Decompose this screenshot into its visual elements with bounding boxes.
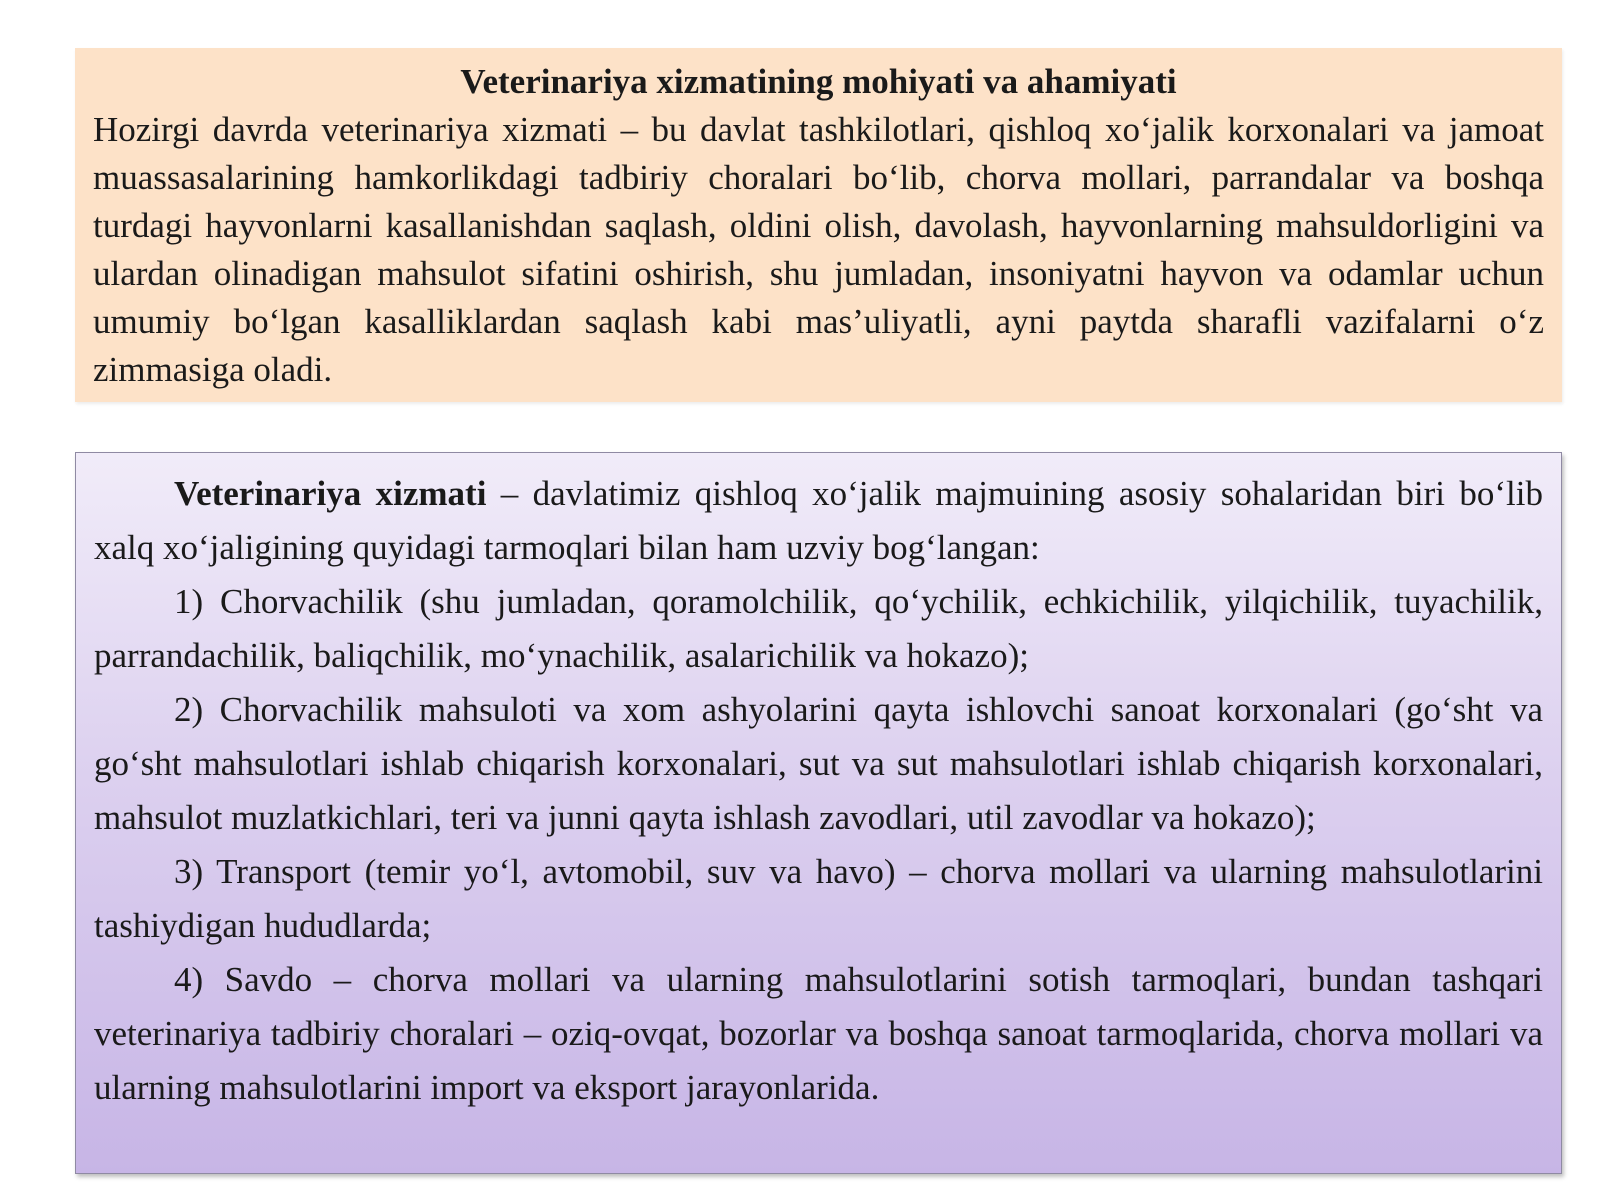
list-item: 4) Savdo – chorva mollari va ularning mahsulotlarini sotish tarmoqlari, bundan tashqari veterinariya tadbiriy choralari – oziq-ovqat, bozorlar va boshqa sanoat tarmoqlarida, chorva mollari va ularning mahsulotlarini import va eksport jarayonlarida. bbox=[94, 960, 1543, 1107]
intro-term: Veterinariya xizmati bbox=[174, 474, 487, 513]
list-item: 1) Chorvachilik (shu jumladan, qoramolchilik, qo‘ychilik, echkichilik, yilqichilik, tuyachilik, parrandachilik, baliqchilik, mo‘ynachilik, asalarichilik va hokazo); bbox=[94, 582, 1543, 675]
definition-box bbox=[75, 48, 1562, 402]
sectors-box bbox=[75, 452, 1562, 1174]
list-item: 2) Chorvachilik mahsuloti va xom ashyolarini qayta ishlovchi sanoat korxonalari (go‘sht va go‘sht mahsulotlari ishlab chiqarish korxonalari, sut va sut mahsulotlari ishlab chiqarish korxonalari, mahsulot muzlatkichlari, teri va junni qayta ishlash zavodlari, util zavodlar va hokazo); bbox=[94, 690, 1543, 837]
list-item: 3) Transport (temir yo‘l, avtomobil, suv va havo) – chorva mollari va ularning mahsulotlarini tashiydigan hududlarda; bbox=[94, 852, 1543, 945]
intro-text: – davlatimiz qishloq xo‘jalik majmuining asosiy sohalaridan biri bo‘lib xalq xo‘jaligining quyidagi tarmoqlari bilan ham uzviy bog‘langan: bbox=[94, 474, 1543, 567]
definition-paragraph: Hozirgi davrda veterinariya xizmati – bu davlat tashkilotlari, qishloq xo‘jalik korxonalari va jamoat muassasalarining hamkorlikdagi tadbiriy choralari bo‘lib, chorva mollari, parrandalar va boshqa turdagi hayvonlarni kasallanishdan saqlash, oldini olish, davolash, hayvonlarning mahsuldorligini va ulardan olinadigan mahsulot sifatini oshirish, shu jumladan, insoniyatni hayvon va odamlar uchun umumiy bo‘lgan kasalliklardan saqlash kabi mas’uliyatli, ayni paytda sharafli vazifalarni o‘z zimmasiga oladi. bbox=[93, 110, 1544, 389]
intro-paragraph bbox=[94, 467, 1543, 575]
section-title: Veterinariya xizmatining mohiyati va ahamiyati bbox=[460, 62, 1177, 101]
